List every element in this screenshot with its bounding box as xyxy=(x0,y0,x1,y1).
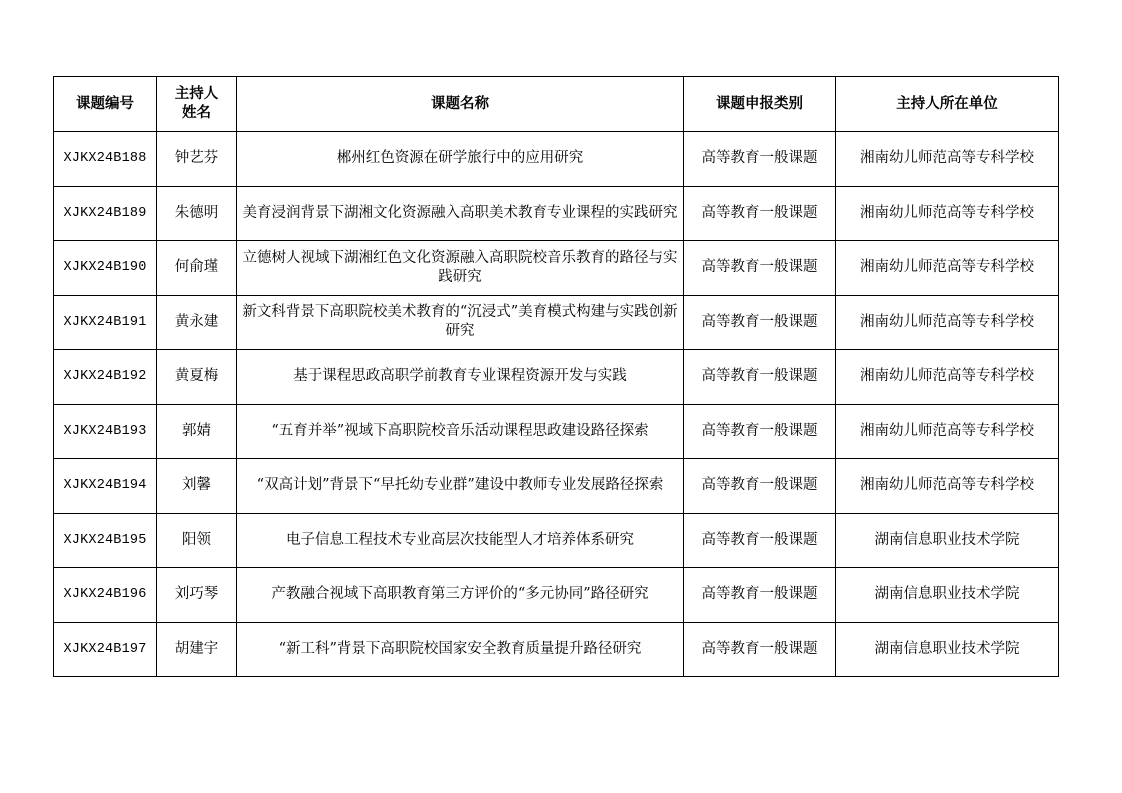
table-row xyxy=(54,132,1059,187)
cell-project-code: XJKX24B191 xyxy=(54,295,157,350)
table-row xyxy=(54,295,1059,350)
cell-host-name: 刘馨 xyxy=(157,459,237,514)
cell-host-unit: 湘南幼儿师范高等专科学校 xyxy=(836,132,1059,187)
cell-host-name: 郭婧 xyxy=(157,404,237,459)
header-host-name-line2: 姓名 xyxy=(182,105,211,121)
cell-project-code: XJKX24B194 xyxy=(54,459,157,514)
header-project-type: 课题申报类别 xyxy=(684,77,836,132)
table-header-row xyxy=(54,77,1059,132)
cell-project-type: 高等教育一般课题 xyxy=(684,241,836,296)
cell-project-title: “新工科”背景下高职院校国家安全教育质量提升路径研究 xyxy=(237,622,684,677)
cell-host-name: 黄永建 xyxy=(157,295,237,350)
table-row xyxy=(54,241,1059,296)
cell-project-code: XJKX24B196 xyxy=(54,568,157,623)
cell-project-type: 高等教育一般课题 xyxy=(684,622,836,677)
cell-project-code: XJKX24B195 xyxy=(54,513,157,568)
cell-project-type: 高等教育一般课题 xyxy=(684,513,836,568)
cell-project-title: 新文科背景下高职院校美术教育的“沉浸式”美育模式构建与实践创新研究 xyxy=(237,295,684,350)
table-row xyxy=(54,459,1059,514)
cell-host-unit: 湖南信息职业技术学院 xyxy=(836,568,1059,623)
project-table xyxy=(53,76,1059,677)
cell-host-name: 钟艺芬 xyxy=(157,132,237,187)
header-host-name-line1: 主持人 xyxy=(174,86,219,102)
cell-host-name: 何俞瑾 xyxy=(157,241,237,296)
cell-project-code: XJKX24B197 xyxy=(54,622,157,677)
cell-project-title: 基于课程思政高职学前教育专业课程资源开发与实践 xyxy=(237,350,684,405)
header-host-unit: 主持人所在单位 xyxy=(836,77,1059,132)
cell-project-title: “双高计划”背景下“早托幼专业群”建设中教师专业发展路径探索 xyxy=(237,459,684,514)
cell-host-name: 胡建宇 xyxy=(157,622,237,677)
cell-host-unit: 湘南幼儿师范高等专科学校 xyxy=(836,295,1059,350)
cell-project-code: XJKX24B190 xyxy=(54,241,157,296)
table-row xyxy=(54,350,1059,405)
cell-project-type: 高等教育一般课题 xyxy=(684,132,836,187)
table-row xyxy=(54,568,1059,623)
header-host-name xyxy=(157,77,237,132)
table-row xyxy=(54,622,1059,677)
cell-host-name: 刘巧琴 xyxy=(157,568,237,623)
cell-host-unit: 湖南信息职业技术学院 xyxy=(836,622,1059,677)
cell-host-unit: 湖南信息职业技术学院 xyxy=(836,513,1059,568)
cell-project-type: 高等教育一般课题 xyxy=(684,295,836,350)
cell-host-unit: 湘南幼儿师范高等专科学校 xyxy=(836,350,1059,405)
cell-project-title: 产教融合视域下高职教育第三方评价的“多元协同”路径研究 xyxy=(237,568,684,623)
cell-project-type: 高等教育一般课题 xyxy=(684,459,836,514)
cell-host-name: 黄夏梅 xyxy=(157,350,237,405)
cell-project-type: 高等教育一般课题 xyxy=(684,186,836,241)
cell-project-code: XJKX24B193 xyxy=(54,404,157,459)
cell-project-title: “五育并举”视域下高职院校音乐活动课程思政建设路径探索 xyxy=(237,404,684,459)
cell-project-title: 立德树人视域下湖湘红色文化资源融入高职院校音乐教育的路径与实践研究 xyxy=(237,241,684,296)
cell-host-unit: 湘南幼儿师范高等专科学校 xyxy=(836,404,1059,459)
table-row xyxy=(54,513,1059,568)
header-project-code: 课题编号 xyxy=(54,77,157,132)
cell-host-unit: 湘南幼儿师范高等专科学校 xyxy=(836,241,1059,296)
table-row xyxy=(54,404,1059,459)
cell-project-code: XJKX24B188 xyxy=(54,132,157,187)
cell-project-code: XJKX24B189 xyxy=(54,186,157,241)
cell-host-name: 朱德明 xyxy=(157,186,237,241)
cell-project-title: 美育浸润背景下湖湘文化资源融入高职美术教育专业课程的实践研究 xyxy=(237,186,684,241)
header-project-title: 课题名称 xyxy=(237,77,684,132)
cell-project-code: XJKX24B192 xyxy=(54,350,157,405)
table-body xyxy=(54,132,1059,677)
cell-project-type: 高等教育一般课题 xyxy=(684,350,836,405)
table-row xyxy=(54,186,1059,241)
cell-host-unit: 湘南幼儿师范高等专科学校 xyxy=(836,459,1059,514)
cell-project-type: 高等教育一般课题 xyxy=(684,568,836,623)
cell-project-type: 高等教育一般课题 xyxy=(684,404,836,459)
cell-project-title: 郴州红色资源在研学旅行中的应用研究 xyxy=(237,132,684,187)
cell-host-name: 阳领 xyxy=(157,513,237,568)
cell-project-title: 电子信息工程技术专业高层次技能型人才培养体系研究 xyxy=(237,513,684,568)
cell-host-unit: 湘南幼儿师范高等专科学校 xyxy=(836,186,1059,241)
